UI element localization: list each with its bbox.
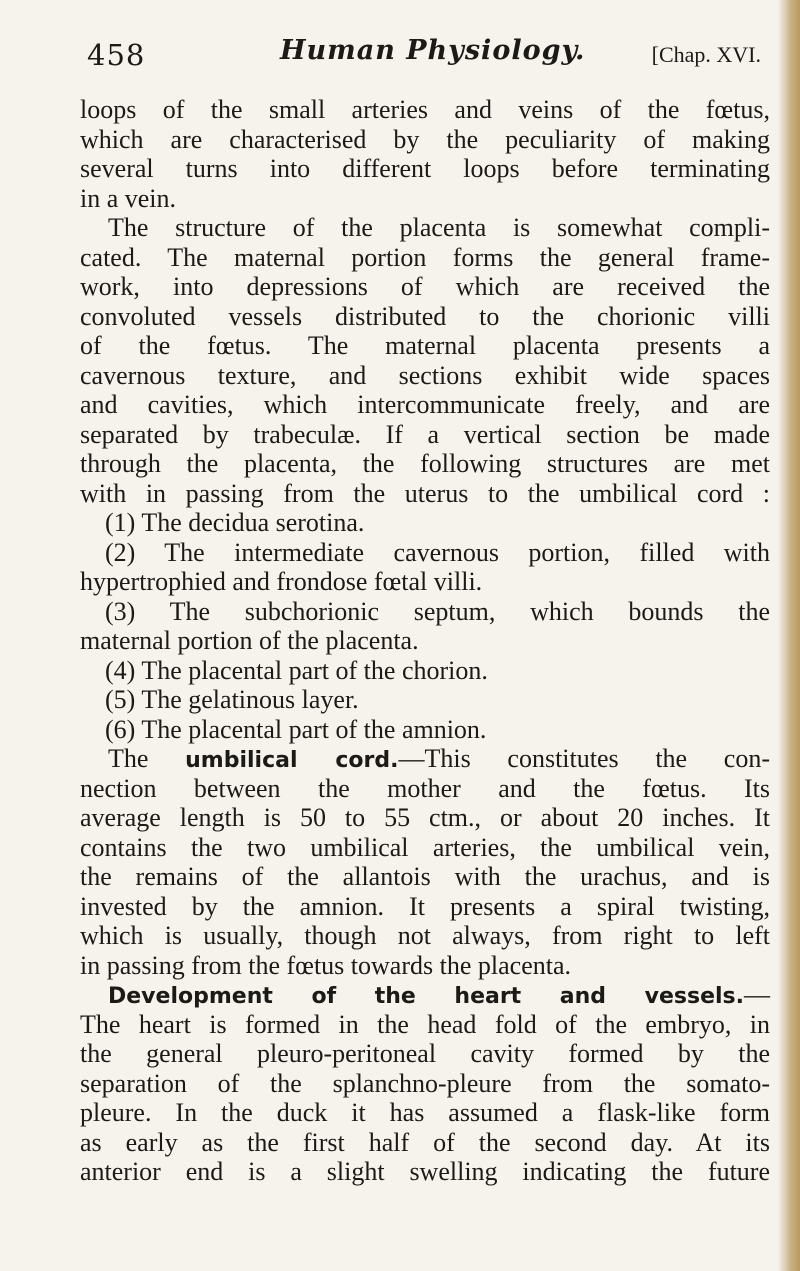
text-line: average length is 50 to 55 ctm., or about 20 inches. It bbox=[80, 803, 770, 832]
text-line: work, into depressions of which are received the bbox=[80, 272, 770, 301]
text-fragment: The bbox=[108, 744, 149, 773]
text-line: The heart is formed in the head fold of the embryo, in bbox=[80, 1009, 770, 1039]
text-line: cavernous texture, and sections exhibit wide spaces bbox=[80, 360, 770, 390]
list-item: (4) The placental part of the chorion. bbox=[105, 655, 488, 685]
text-line: cated. The maternal portion forms the general frame- bbox=[80, 242, 770, 272]
text-line: and cavities, which intercommunicate freely, and are bbox=[80, 390, 770, 419]
text-line: of the fœtus. The maternal placenta presents a bbox=[80, 331, 770, 360]
text-line: convoluted vessels distributed to the chorionic villi bbox=[80, 301, 770, 331]
text-line: maternal portion of the placenta. bbox=[80, 626, 419, 655]
text-fragment: — bbox=[744, 980, 770, 1009]
text-line: separation of the splanchno-pleure from the somato- bbox=[80, 1068, 770, 1098]
running-header bbox=[87, 30, 767, 80]
text-line: through the placenta, the following structures are met bbox=[80, 449, 770, 478]
text-line: separated by trabeculæ. If a vertical section be made bbox=[80, 419, 770, 449]
text-fragment: —This constitutes the con- bbox=[398, 744, 770, 773]
body-text bbox=[80, 95, 770, 1187]
umbilical-cord-paragraph-start bbox=[80, 744, 770, 774]
running-title: Human Physiology. bbox=[280, 35, 586, 66]
text-line: anterior end is a slight swelling indicating the future bbox=[80, 1157, 770, 1186]
text-line: hypertrophied and frondose fœtal villi. bbox=[80, 567, 483, 596]
section-heading-heart-development: Development of the heart and vessels. bbox=[108, 984, 744, 1009]
text-line: in passing from the fœtus towards the placenta. bbox=[80, 950, 571, 980]
text-line: nection between the mother and the fœtus. Its bbox=[80, 773, 770, 803]
text-line: the remains of the allantois with the urachus, and is bbox=[80, 862, 770, 891]
list-item: (3) The subchorionic septum, which bounds the bbox=[105, 596, 770, 626]
heart-development-paragraph-start bbox=[80, 980, 770, 1010]
chapter-reference: [Chap. XVI. bbox=[651, 42, 761, 67]
text-line: as early as the first half of the second day. At its bbox=[80, 1127, 770, 1157]
page-edge-shadow bbox=[778, 0, 800, 1271]
list-item: (2) The intermediate cavernous portion, filled with bbox=[105, 537, 770, 567]
text-line: with in passing from the uterus to the umbilical cord : bbox=[80, 478, 770, 508]
list-item: (1) The decidua serotina. bbox=[105, 508, 365, 537]
text-line: which is usually, though not always, from right to left bbox=[80, 921, 770, 950]
text-line: which are characterised by the peculiarity of making bbox=[80, 124, 770, 154]
text-line: in a vein. bbox=[80, 183, 177, 213]
page-number: 458 bbox=[87, 38, 146, 72]
list-item: (5) The gelatinous layer. bbox=[105, 685, 359, 714]
section-heading-umbilical-cord: umbilical cord. bbox=[185, 748, 399, 773]
list-item: (6) The placental part of the amnion. bbox=[105, 714, 487, 744]
text-line: contains the two umbilical arteries, the umbilical vein, bbox=[80, 832, 770, 862]
text-line: several turns into different loops before terminating bbox=[80, 154, 770, 183]
text-line: pleure. In the duck it has assumed a flask-like form bbox=[80, 1098, 770, 1127]
text-line: loops of the small arteries and veins of the fœtus, bbox=[80, 95, 770, 124]
text-line: the general pleuro-peritoneal cavity formed by the bbox=[80, 1039, 770, 1068]
text-line: invested by the amnion. It presents a spiral twisting, bbox=[80, 891, 770, 921]
text-line: The structure of the placenta is somewhat compli- bbox=[108, 213, 770, 242]
